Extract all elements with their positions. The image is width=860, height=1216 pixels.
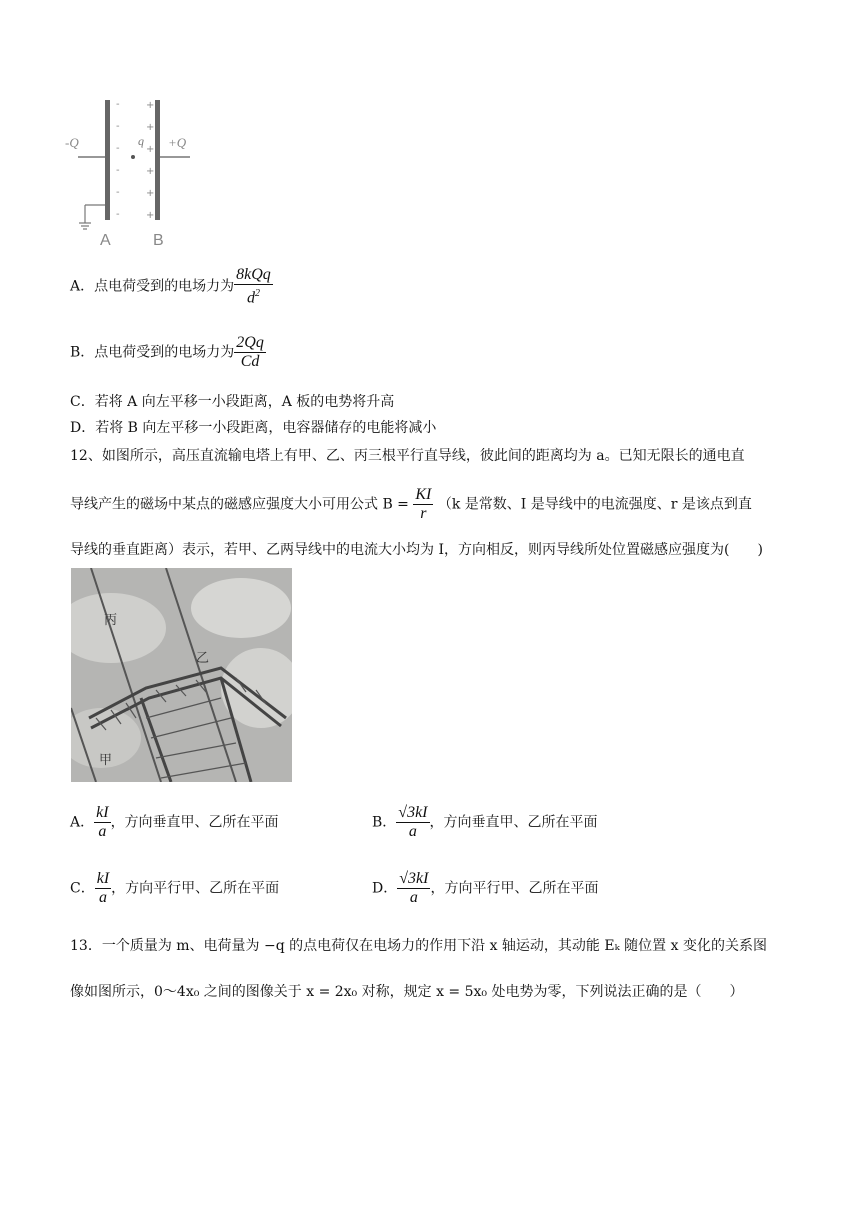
plate-b	[155, 100, 160, 220]
option-11c: C．若将 A 向左平移一小段距离，A 板的电势将升高	[70, 394, 395, 410]
option-12c: C． $\frac{kI}{a}$ ，方向平行甲、乙所在平面	[70, 870, 280, 906]
svg-text:-: -	[116, 121, 120, 132]
option-11b-text: B．点电荷受到的电场力为	[70, 344, 235, 361]
question-12-line1: 12、如图所示，高压直流输电塔上有甲、乙、丙三根平行直导线，彼此间的距离均为 a。已知无限长的通电直	[70, 448, 745, 464]
svg-text:-: -	[116, 165, 120, 176]
svg-text:-: -	[116, 143, 120, 154]
svg-text:-: -	[116, 187, 120, 198]
option-11a-fraction: $\frac{\text{8kQq}}{d^2}$	[236, 266, 271, 307]
option-11d: D．若将 B 向左平移一小段距离，电容器储存的电能将减小	[70, 420, 437, 436]
svg-text:+: +	[146, 144, 155, 155]
svg-text:+: +	[146, 122, 155, 133]
right-charge-label: +Q	[168, 135, 187, 150]
option-12a-fraction: $\frac{kI}{a}$	[96, 804, 109, 840]
option-11a	[70, 266, 273, 307]
label-yi: 乙	[196, 651, 210, 666]
question-12-line3: 导线的垂直距离）表示，若甲、乙两导线中的电流大小均为 I，方向相反，则丙导线所处位置磁感应强度为( )	[70, 542, 763, 558]
option-12b: B． $\frac{√3kI}{a}$ ，方向垂直甲、乙所在平面	[372, 804, 598, 840]
svg-text:+: +	[146, 188, 155, 199]
option-12a: A． $\frac{kI}{a}$ ，方向垂直甲、乙所在平面	[70, 804, 279, 840]
option-11b	[70, 334, 266, 371]
plate-a	[105, 100, 110, 220]
transmission-tower-photo	[71, 568, 292, 782]
plate-b-label: B	[153, 232, 164, 249]
question-13-line2: 像如图所示，0～4x₀ 之间的图像关于 x = 2x₀ 对称，规定 x = 5x₀ 处电势为零，下列说法正确的是（ ）	[70, 984, 744, 1000]
option-11a-text: A．点电荷受到的电场力为	[70, 278, 235, 295]
option-12d-fraction: $\frac{√3kI}{a}$	[399, 870, 429, 906]
option-11b-fraction: $\frac{2Qq}{Cd}$	[236, 334, 264, 370]
svg-text:-: -	[116, 209, 120, 220]
plate-a-label: A	[100, 232, 111, 249]
svg-text:+: +	[146, 100, 155, 111]
option-12c-fraction: $\frac{kI}{a}$	[96, 870, 110, 906]
option-12d: D． $\frac{√3kI}{a}$ ，方向平行甲、乙所在平面	[372, 870, 599, 906]
svg-text:+: +	[146, 210, 155, 221]
label-bing: 丙	[104, 613, 118, 628]
magnetic-field-formula: $\frac{KI}{r}$	[415, 486, 432, 522]
question-12-line2: 导线产生的磁场中某点的磁感应强度大小可用公式 B = $\frac{KI}{r}$ （k 是常数、I 是导线中的电流强度、r 是该点到直	[70, 486, 752, 522]
question-13-line1: 13．一个质量为 m、电荷量为 −q 的点电荷仅在电场力的作用下沿 x 轴运动，其动能 Eₖ 随位置 x 变化的关系图	[70, 938, 767, 954]
option-12b-fraction: $\frac{√3kI}{a}$	[398, 804, 428, 840]
point-charge-label: q	[138, 134, 144, 148]
label-jia: 甲	[99, 753, 113, 768]
left-charge-label: -Q	[65, 135, 79, 150]
svg-text:-: -	[116, 99, 120, 110]
capacitor-figure	[60, 95, 210, 255]
svg-text:+: +	[146, 166, 155, 177]
